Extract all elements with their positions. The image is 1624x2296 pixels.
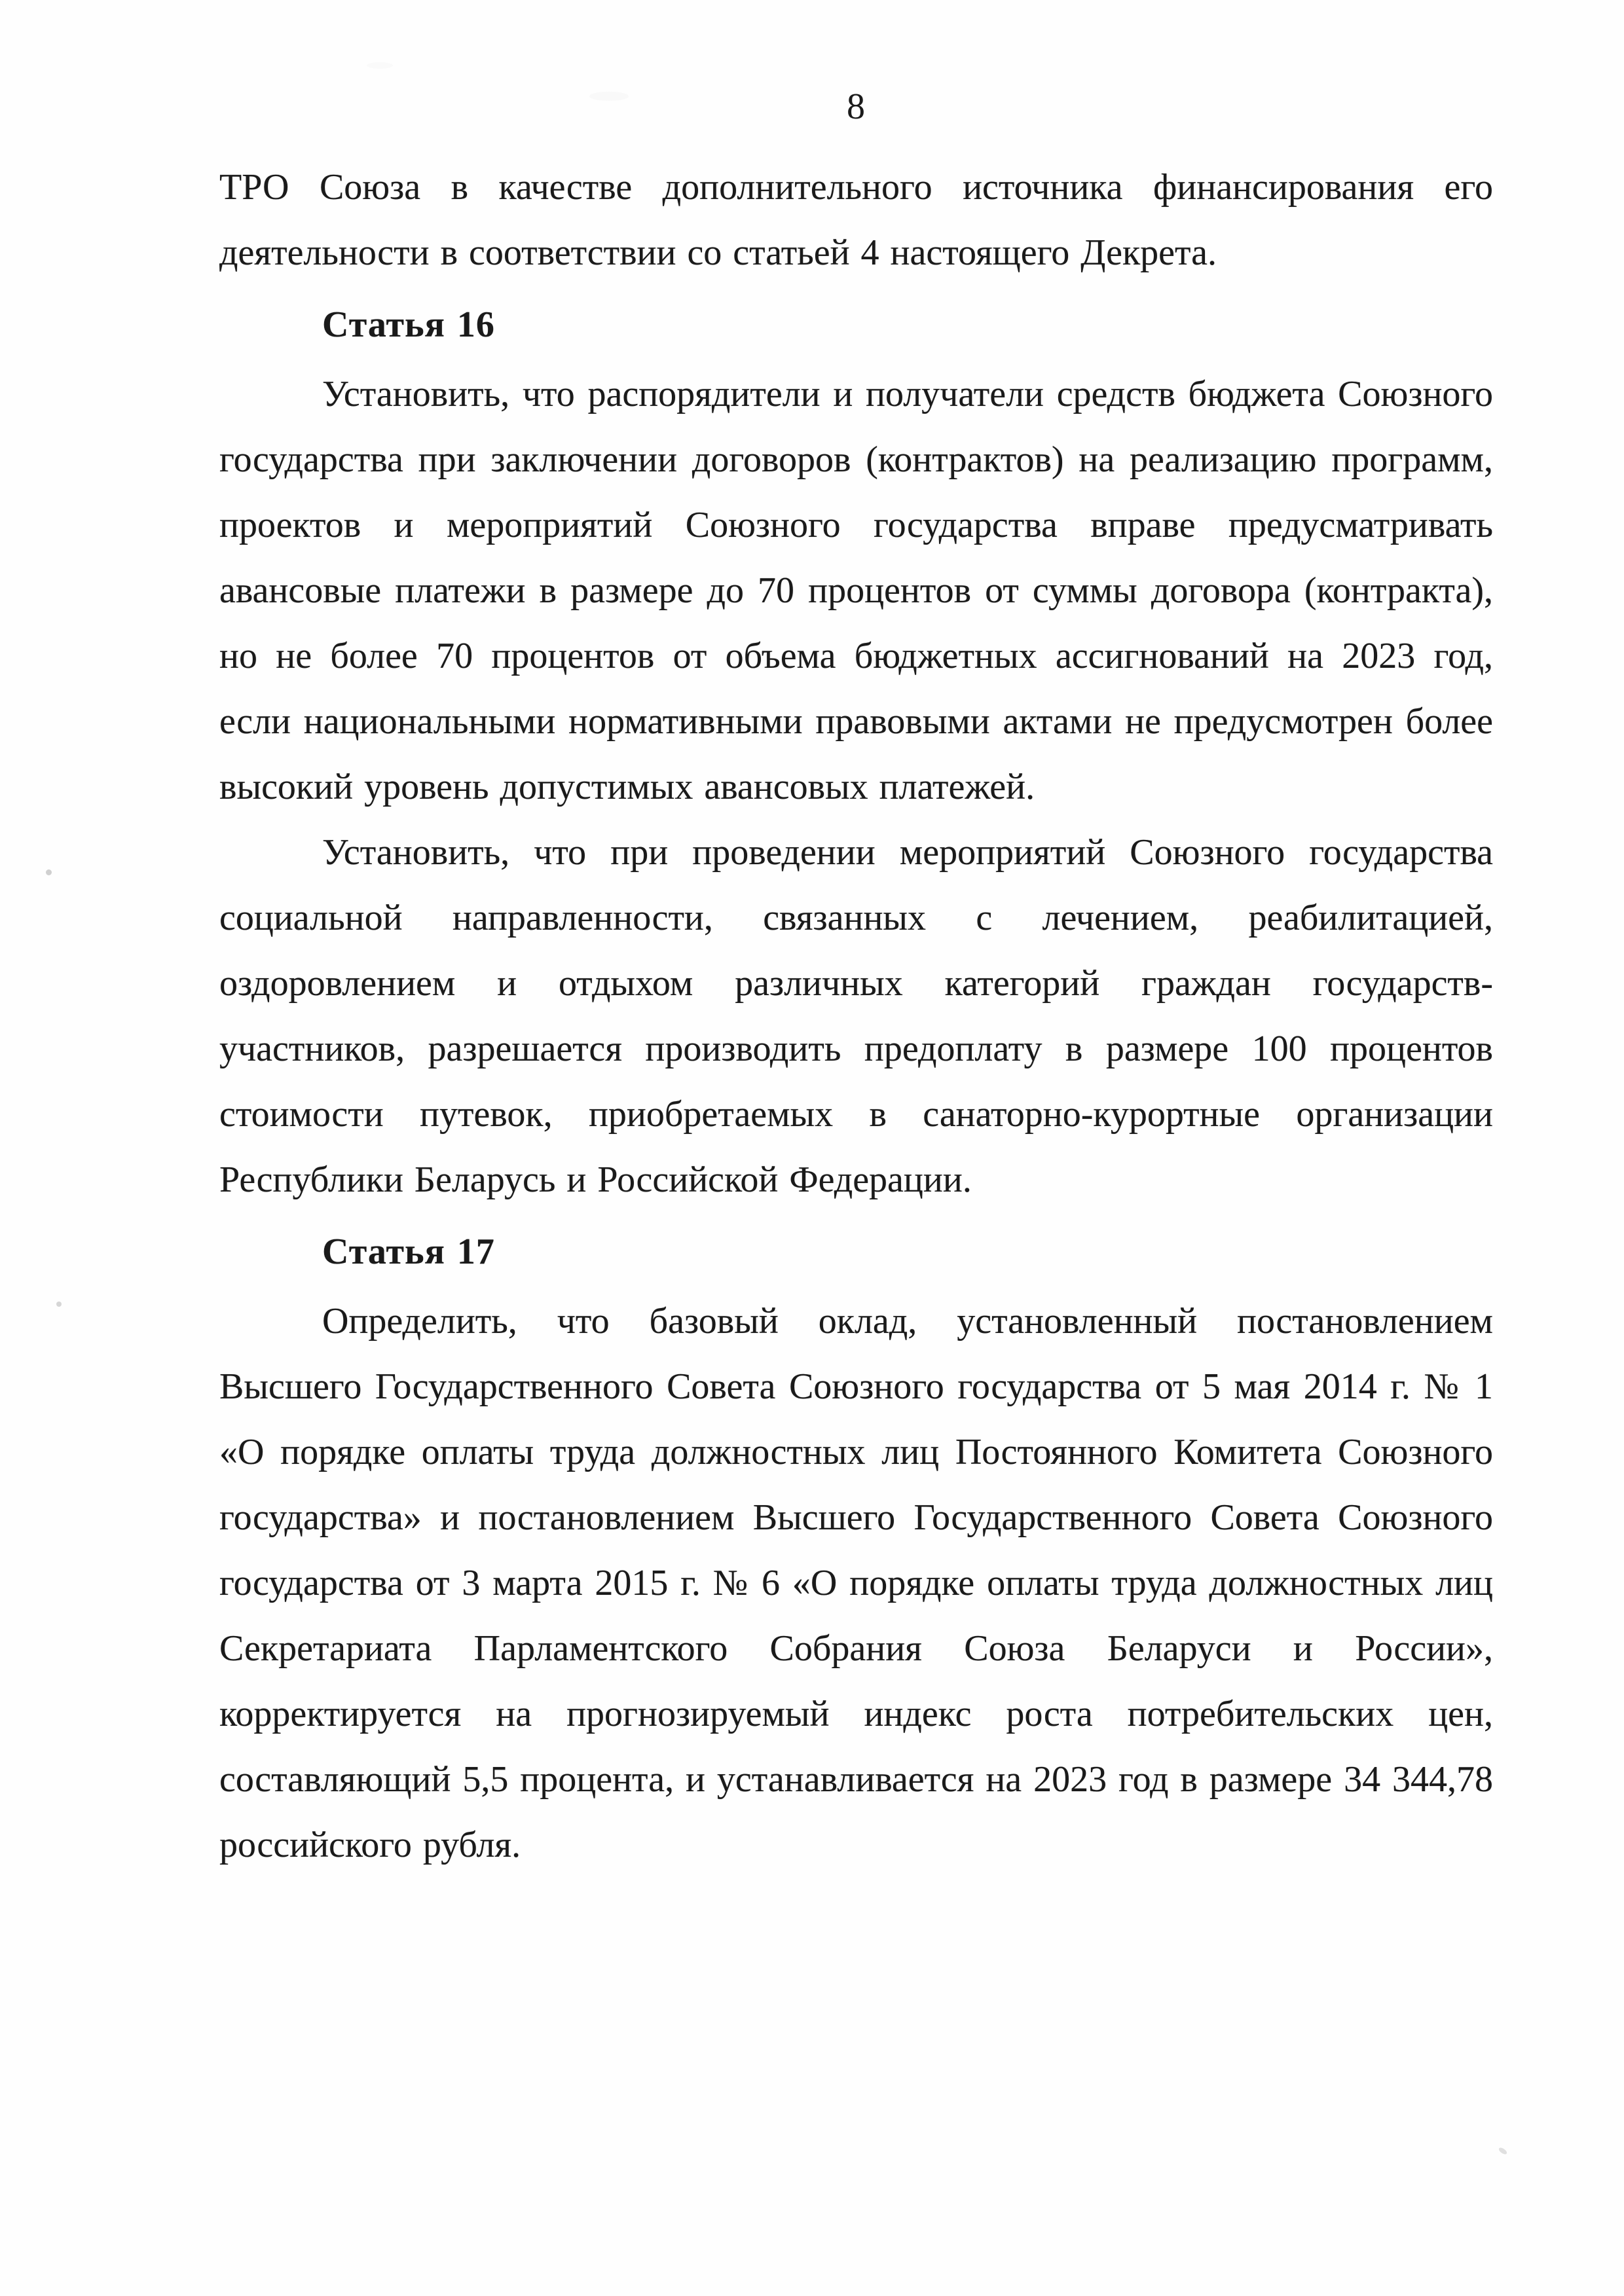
scan-speck (1498, 2147, 1507, 2156)
article-17-heading: Статья 17 (322, 1231, 495, 1272)
scan-speck (46, 869, 52, 875)
article-16-paragraph-1: Установить, что распорядители и получатели средств бюджета Союзного государства при заключении договоров (контрактов) на реализацию программ, проектов и мероприятий Союзного государства вправе предусматривать авансовые платежи в размере до 70 процентов от суммы договора (контракта), но не более 70 процентов от объема бюджетных ассигнований на 2023 год, если национальными нормативными правовыми актами не предусмотрен более высокий уровень допустимых авансовых платежей. (219, 374, 1493, 807)
scan-smudge (367, 62, 393, 69)
scan-speck (56, 1302, 62, 1307)
paragraph-continuation: ТРО Союза в качестве дополнительного источника финансирования его деятельности в соответствии со статьей 4 настоящего Декрета. (219, 167, 1493, 273)
article-16-paragraph-2: Установить, что при проведении мероприятий Союзного государства социальной направленности, связанных с лечением, реабилитацией, оздоровлением и отдыхом различных категорий граждан государств-участников, разрешается производить предоплату в размере 100 процентов стоимости путевок, приобретаемых в санаторно-курортные организации Республики Беларусь и Российской Федерации. (219, 832, 1493, 1200)
article-17-paragraph-1: Определить, что базовый оклад, установленный постановлением Высшего Государственного Совета Союзного государства от 5 мая 2014 г. № 1 «О порядке оплаты труда должностных лиц Постоянного Комитета Союзного государства» и постановлением Высшего Государственного Совета Союзного государства от 3 марта 2015 г. № 6 «О порядке оплаты труда должностных лиц Секретариата Парламентского Собрания Союза Беларуси и России», корректируется на прогнозируемый индекс роста потребительских цен, составляющий 5,5 процента, и устанавливается на 2023 год в размере 34 344,78 российского рубля. (219, 1301, 1493, 1865)
document-body (219, 155, 1493, 1878)
page-number: 8 (847, 86, 866, 127)
article-16-heading: Статья 16 (322, 304, 495, 345)
